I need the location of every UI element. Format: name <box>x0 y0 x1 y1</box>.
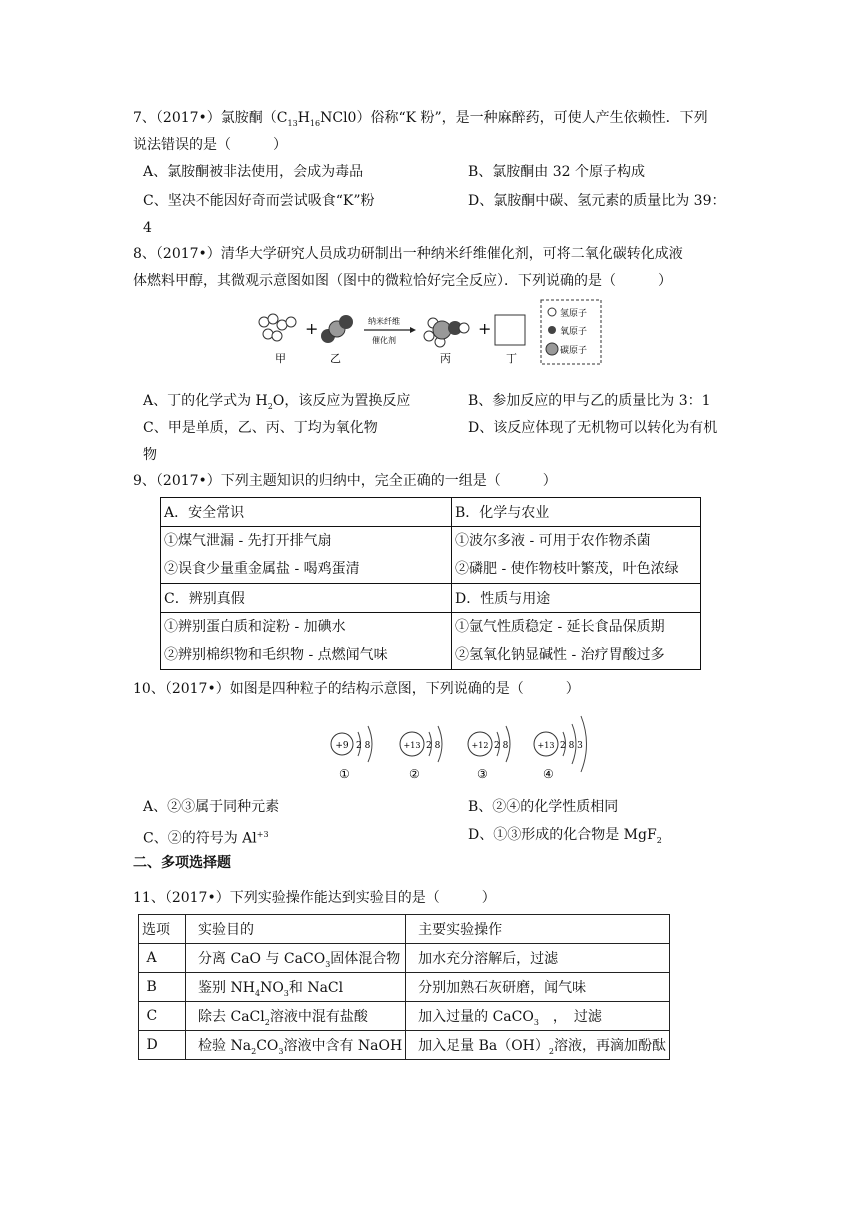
q10-stem: 10、（2017•）如图是四种粒子的结构示意图，下列说确的是（ ） <box>133 681 580 697</box>
q9-a-head: A．安全常识 <box>161 498 452 527</box>
q11-stem: 11、（2017•）下列实验操作能达到实验目的是（ ） <box>133 890 496 906</box>
particle-4 <box>534 716 587 781</box>
q9-a-content <box>161 527 452 584</box>
q10-option-c: C、②的符号为 $Al^{+3}$ <box>143 830 269 847</box>
arrow-head <box>410 327 416 333</box>
section-heading: 二、多项选择题 <box>133 855 231 871</box>
particle-2 <box>400 726 442 781</box>
table-row <box>139 1031 670 1060</box>
q8-option-b: B、参加反应的甲与乙的质量比为 3：1 <box>468 393 711 409</box>
svg-text:+12: +12 <box>471 741 489 750</box>
q10-particles-figure <box>325 706 625 784</box>
q7-option-d: D、氯胺酮中碳、氢元素的质量比为 39： <box>468 193 726 209</box>
svg-text:2 8 3: 2 8 3 <box>560 741 583 751</box>
q9-a1: ①煤气泄漏 - 先打开排气扇 <box>164 533 332 549</box>
q9-c-head: C．辨别真假 <box>161 584 452 613</box>
q11-row-d-option: D <box>139 1031 186 1060</box>
svg-text:+13: +13 <box>537 741 555 750</box>
q11-row-d-operation: 加入足量 $Ba(OH)_2$溶液，再滴加酚酞 <box>406 1031 670 1060</box>
legend-o-icon <box>548 326 556 334</box>
q7-option-b: B、氯胺酮由 32 个原子构成 <box>468 164 646 180</box>
q11-header-option: 选项 <box>139 915 186 944</box>
q8-option-a: A、丁的化学式为 $H_2O$，该反应为置换反应 <box>143 393 411 411</box>
q9-c2: ②辨别棉织物和毛织物 - 点燃闻气味 <box>164 647 388 663</box>
particle-3 <box>468 726 510 781</box>
q10-option-d: D、①③形成的化合物是 MgF$_2$ <box>468 827 662 845</box>
co2-molecule <box>321 315 353 343</box>
q9-c1: ①辨别蛋白质和淀粉 - 加碘水 <box>164 619 346 635</box>
h2-molecules <box>259 314 296 341</box>
svg-text:①: ① <box>339 767 350 781</box>
table-row <box>161 584 701 613</box>
q11-header-purpose: 实验目的 <box>186 915 406 944</box>
label-bing: 丙 <box>440 352 451 365</box>
q11-row-c-purpose: 除去 CaCl$_2$溶液中混有盐酸 <box>186 1002 406 1031</box>
svg-text:②: ② <box>409 767 420 781</box>
legend-h-label: 氢原子 <box>560 309 588 319</box>
q7-stem-line2: 说法错误的是（ ） <box>133 137 287 153</box>
q8-stem-line2: 体燃料甲醇，其微观示意图如图（图中的微粒恰好完全反应）．下列说确的是（ ） <box>133 273 672 289</box>
svg-text:2 8: 2 8 <box>426 741 441 751</box>
q8-option-d-cont: 物 <box>143 447 157 463</box>
q9-b-head: B．化学与农业 <box>452 498 701 527</box>
svg-text:2 8: 2 8 <box>356 741 371 751</box>
q8-stem-line1: 8、（2017•）清华大学研究人员成功研制出一种纳米纤维催化剂，可将二氧化碳转化成液 <box>133 246 683 262</box>
plus-sign-2: + <box>478 319 492 338</box>
q11-row-a-purpose: 分离 CaO 与 CaCO$_3$固体混合物 <box>186 944 406 973</box>
legend-c-icon <box>546 343 558 355</box>
svg-text:③: ③ <box>477 767 488 781</box>
plus-sign-1: + <box>305 319 319 338</box>
svg-text:+13: +13 <box>403 741 421 750</box>
q11-row-b-option: B <box>139 973 186 1002</box>
label-yi: 乙 <box>330 352 341 365</box>
table-row <box>161 527 701 584</box>
label-jia: 甲 <box>275 352 286 365</box>
svg-text:④: ④ <box>543 767 554 781</box>
q11-row-b-operation: 分别加熟石灰研磨，闻气味 <box>406 973 670 1002</box>
q9-table <box>160 497 701 670</box>
q7-option-c: C、坚决不能因好奇而尝试吸食“K”粉 <box>143 193 375 209</box>
q7-stem-line1: 7、（2017•）氯胺酮$(C_{13}H_{16}NCl0)$俗称“K 粉”，是一种麻醉药，可使人产生依赖性．下列 <box>133 110 708 128</box>
q11-table <box>138 914 670 1060</box>
particle-1 <box>331 726 372 781</box>
q11-row-a-option: A <box>139 944 186 973</box>
table-row <box>139 1002 670 1031</box>
legend-c-label: 碳原子 <box>560 346 588 356</box>
q9-d1: ①氩气性质稳定 - 延长食品保质期 <box>455 619 665 635</box>
svg-text:+9: +9 <box>335 741 349 751</box>
q8-option-d: D、该反应体现了无机物可以转化为有机 <box>468 420 718 436</box>
q11-row-a-operation: 加水充分溶解后，过滤 <box>406 944 670 973</box>
q9-b1: ①波尔多液 - 可用于农作物杀菌 <box>455 533 651 549</box>
svg-text:2 8: 2 8 <box>494 741 509 751</box>
table-row <box>139 915 670 944</box>
q9-d-content <box>452 613 701 670</box>
q9-c-content <box>161 613 452 670</box>
q9-d2: ②氢氧化钠显碱性 - 治疗胃酸过多 <box>455 647 665 663</box>
arrow-top-label: 纳米纤维 <box>368 317 400 326</box>
q8-option-c: C、甲是单质，乙、丙、丁均为氧化物 <box>143 420 378 436</box>
arrow-bottom-label: 催化剂 <box>372 336 396 345</box>
q10-option-a: A、②③属于同种元素 <box>143 799 280 815</box>
table-row <box>139 944 670 973</box>
q8-reaction-figure <box>250 298 610 378</box>
q11-row-b-purpose: 鉴别 $NH_4NO_3$和 NaCl <box>186 973 406 1002</box>
q11-row-d-purpose: 检验 $Na_2CO_3$溶液中含有 NaOH <box>186 1031 406 1060</box>
table-row <box>161 498 701 527</box>
q10-option-b: B、②④的化学性质相同 <box>468 799 619 815</box>
methanol-molecule <box>424 318 469 347</box>
q9-d-head: D．性质与用途 <box>452 584 701 613</box>
table-row <box>139 973 670 1002</box>
q9-a2: ②误食少量重金属盐 - 喝鸡蛋清 <box>164 561 360 577</box>
label-ding: 丁 <box>506 352 517 365</box>
q9-b2: ②磷肥 - 使作物枝叶繁茂，叶色浓绿 <box>455 561 679 577</box>
legend-o-label: 氧原子 <box>560 327 588 337</box>
q7-option-a: A、氯胺酮被非法使用，会成为毒品 <box>143 164 364 180</box>
legend-h-icon <box>548 308 556 316</box>
q9-b-content <box>452 527 701 584</box>
table-row <box>161 613 701 670</box>
q11-header-operation: 主要实验操作 <box>406 915 670 944</box>
q9-stem: 9、（2017•）下列主题知识的归纳中，完全正确的一组是（ ） <box>133 473 557 489</box>
q11-row-c-option: C <box>139 1002 186 1031</box>
ding-box <box>495 315 525 345</box>
q7-option-d-cont: 4 <box>143 220 152 236</box>
q11-row-c-operation: 加入过量的 CaCO$_3$ ， 过滤 <box>406 1002 670 1031</box>
